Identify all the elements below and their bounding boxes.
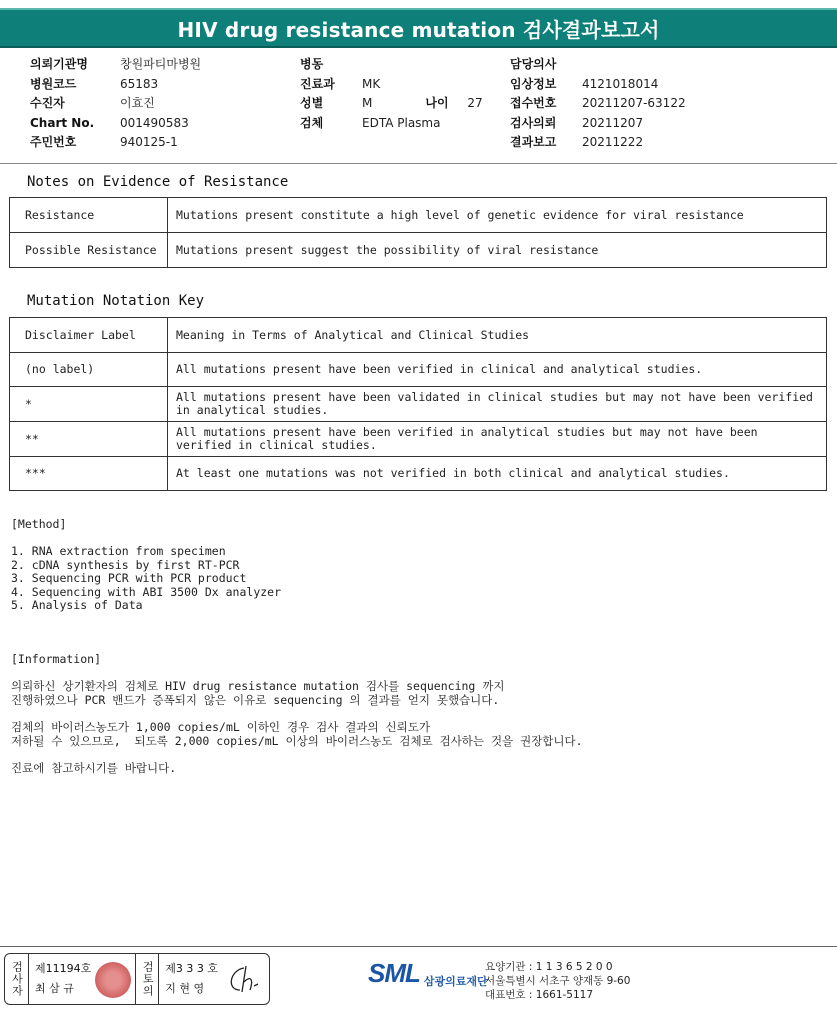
patient-info-col2 — [300, 55, 483, 133]
sml-logo — [368, 958, 488, 989]
info-value: 4121018014 — [582, 76, 659, 91]
notation-text: All mutations present have been verified in analytical studies but may not have been verified in clinical studies. — [168, 422, 827, 457]
notation-header-text: Meaning in Terms of Analytical and Clinical Studies — [168, 318, 827, 353]
tester-label — [5, 954, 29, 1004]
info-label: 접수번호 — [510, 96, 557, 110]
info-value: 940125-1 — [120, 135, 178, 149]
table-row — [10, 457, 827, 491]
reviewer-info — [159, 954, 218, 1004]
signature-box — [4, 953, 270, 1005]
contact-line: 요양기관 : 1 1 3 6 5 2 0 0 — [485, 961, 613, 973]
notation-header-label: Disclaimer Label — [10, 318, 168, 353]
evidence-text: Mutations present suggest the possibility of viral resistance — [168, 233, 827, 268]
information-paragraph: 진료에 참고하시기를 바랍니다. — [11, 761, 177, 775]
method-heading: [Method] — [11, 517, 67, 531]
info-value: 20211207-63122 — [582, 96, 686, 110]
info-label: 병동 — [300, 57, 324, 71]
info-value: 이효진 — [120, 96, 155, 110]
info-label: 검사의뢰 — [510, 115, 557, 130]
logo-mark: SML — [368, 958, 420, 988]
table-row — [10, 233, 827, 268]
info-label: 주민번호 — [30, 135, 77, 149]
reviewer-name: 지 현 영 — [165, 982, 205, 995]
notation-text: All mutations present have been validated in clinical studies but may not have been verified in analytical studies. — [168, 387, 827, 422]
reviewer-label — [135, 954, 159, 1004]
tester-id: 제11194호 — [35, 962, 92, 975]
reviewer-label-text: 검토의 — [141, 961, 155, 997]
info-label: Chart No. — [30, 115, 95, 130]
evidence-section-title: Notes on Evidence of Resistance — [27, 174, 289, 190]
information-heading: [Information] — [11, 652, 102, 666]
info-value: M — [362, 96, 373, 110]
info-label: 진료과 — [300, 76, 335, 91]
information-paragraph: 의뢰하신 상기환자의 검체로 HIV drug resistance mutation 검사를 sequencing 까지 진행하였으나 PCR 밴드가 증폭되지 않은 이유로 sequencing 의 결과를 얻지 못했습니다. — [11, 679, 505, 707]
evidence-label: Possible Resistance — [10, 233, 168, 268]
patient-info-col3 — [510, 55, 686, 153]
info-label: 담당의사 — [510, 57, 557, 71]
information-paragraph: 검체의 바이러스농도가 1,000 copies/mL 이하인 경우 검사 결과의 신뢰도가 저하될 수 있으므로, 되도록 2,000 copies/mL 이상의 바이러스농도 검체로 검사하는 것을 권장합니다. — [11, 720, 583, 748]
info-value: 20211207 — [582, 115, 644, 130]
method-step: 3. Sequencing PCR with PCR product — [11, 571, 247, 585]
footer-divider — [0, 946, 837, 947]
info-label: 임상정보 — [510, 76, 557, 91]
table-row — [10, 422, 827, 457]
table-header-row — [10, 318, 827, 353]
info-value: MK — [362, 76, 381, 91]
method-step: 5. Analysis of Data — [11, 598, 143, 612]
tester-label-text: 검사자 — [10, 961, 24, 997]
evidence-label: Resistance — [10, 198, 168, 233]
table-row — [10, 198, 827, 233]
info-label: 결과보고 — [510, 135, 557, 149]
contact-line: 대표번호 : 1661-5117 — [485, 989, 594, 1001]
logo-name: 삼광의료재단 — [423, 974, 488, 988]
info-label: 성별 — [300, 96, 324, 110]
info-value: 창원파티마병원 — [120, 57, 202, 71]
method-step: 4. Sequencing with ABI 3500 Dx analyzer — [11, 584, 282, 599]
notation-label: *** — [10, 457, 168, 491]
info-label: 의뢰기관명 — [30, 57, 88, 71]
signature-icon — [222, 960, 262, 1000]
method-step: 1. RNA extraction from specimen — [11, 544, 226, 558]
patient-info-col1 — [30, 55, 201, 153]
info-label: 병원코드 — [30, 76, 77, 91]
contact-line: 서울특별시 서초구 양재동 9-60 — [485, 975, 631, 987]
notation-section-title: Mutation Notation Key — [27, 293, 205, 309]
age-label: 나이 — [425, 96, 449, 110]
info-value: 65183 — [120, 76, 159, 91]
report-title: HIV drug resistance mutation 검사결과보고서 — [0, 8, 837, 48]
info-value: 001490583 — [120, 115, 189, 130]
info-value: EDTA Plasma — [362, 115, 441, 130]
notation-label: ** — [10, 422, 168, 457]
notation-label: (no label) — [10, 353, 168, 387]
notation-text: All mutations present have been verified in clinical and analytical studies. — [168, 353, 827, 387]
reviewer-id: 제3 3 3 호 — [165, 962, 218, 975]
table-row — [10, 387, 827, 422]
tester-info — [29, 954, 91, 1004]
table-row — [10, 353, 827, 387]
evidence-text: Mutations present constitute a high level of genetic evidence for viral resistance — [168, 198, 827, 233]
evidence-table — [9, 197, 827, 268]
divider — [0, 163, 837, 164]
tester-name: 최 삼 규 — [35, 982, 74, 995]
age-value: 27 — [467, 96, 483, 110]
notation-table — [9, 317, 827, 491]
info-label: 검체 — [300, 115, 324, 130]
info-label: 수진자 — [30, 96, 65, 110]
notation-text: At least one mutations was not verified in both clinical and analytical studies. — [168, 457, 827, 491]
seal-icon — [95, 962, 131, 998]
notation-label: * — [10, 387, 168, 422]
contact-info — [485, 960, 630, 1002]
method-step: 2. cDNA synthesis by first RT-PCR — [11, 557, 240, 572]
info-value: 20211222 — [582, 135, 644, 149]
